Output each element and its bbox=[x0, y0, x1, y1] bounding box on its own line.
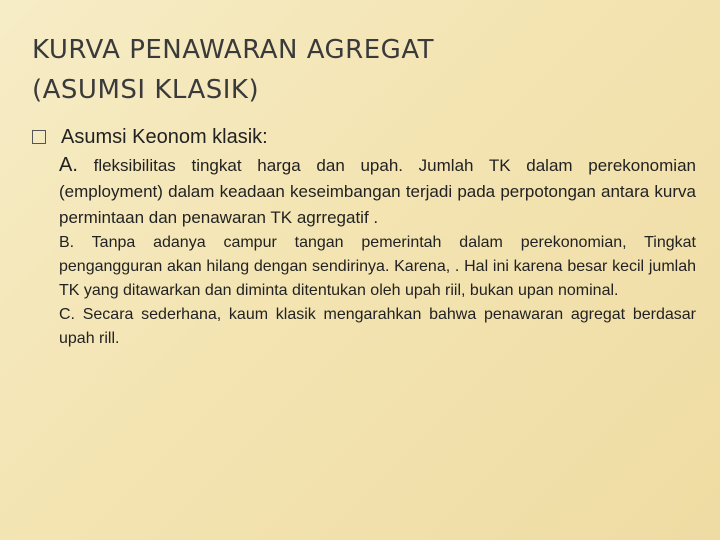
bullet-heading: Asumsi Keonom klasik: bbox=[61, 126, 268, 148]
point-b: B. Tanpa adanya campur tangan pemerintah dalam perekonomian, Tingkat pengangguran akan hilang dengan sendirinya. Karena, . Hal ini karena besar kecil jumlah TK yang ditawarkan dan diminta ditentukan oleh upah riil, bukan upan nominal. bbox=[59, 234, 696, 299]
point-a-text: fleksibilitas tingkat harga dan upah. Jumlah TK dalam perekonomian (employment) dalam keadaan keseimbangan terjadi pada perpotongan antara kurva permintaan dan penawaran TK agrregatif . bbox=[59, 156, 696, 227]
point-a-letter: A. bbox=[59, 154, 78, 176]
slide-content bbox=[32, 122, 696, 351]
point-a bbox=[59, 152, 696, 231]
bullet-body bbox=[59, 152, 696, 351]
point-c: C. Secara sederhana, kaum klasik mengarahkan bahwa penawaran agregat berdasar upah rill. bbox=[59, 306, 696, 347]
slide-title bbox=[32, 30, 692, 110]
bullet-item bbox=[32, 122, 696, 152]
square-bullet-icon bbox=[32, 130, 46, 144]
title-line-2: (ASUMSI KLASIK) bbox=[32, 75, 260, 105]
title-line-1: KURVA PENAWARAN AGREGAT bbox=[32, 35, 434, 65]
